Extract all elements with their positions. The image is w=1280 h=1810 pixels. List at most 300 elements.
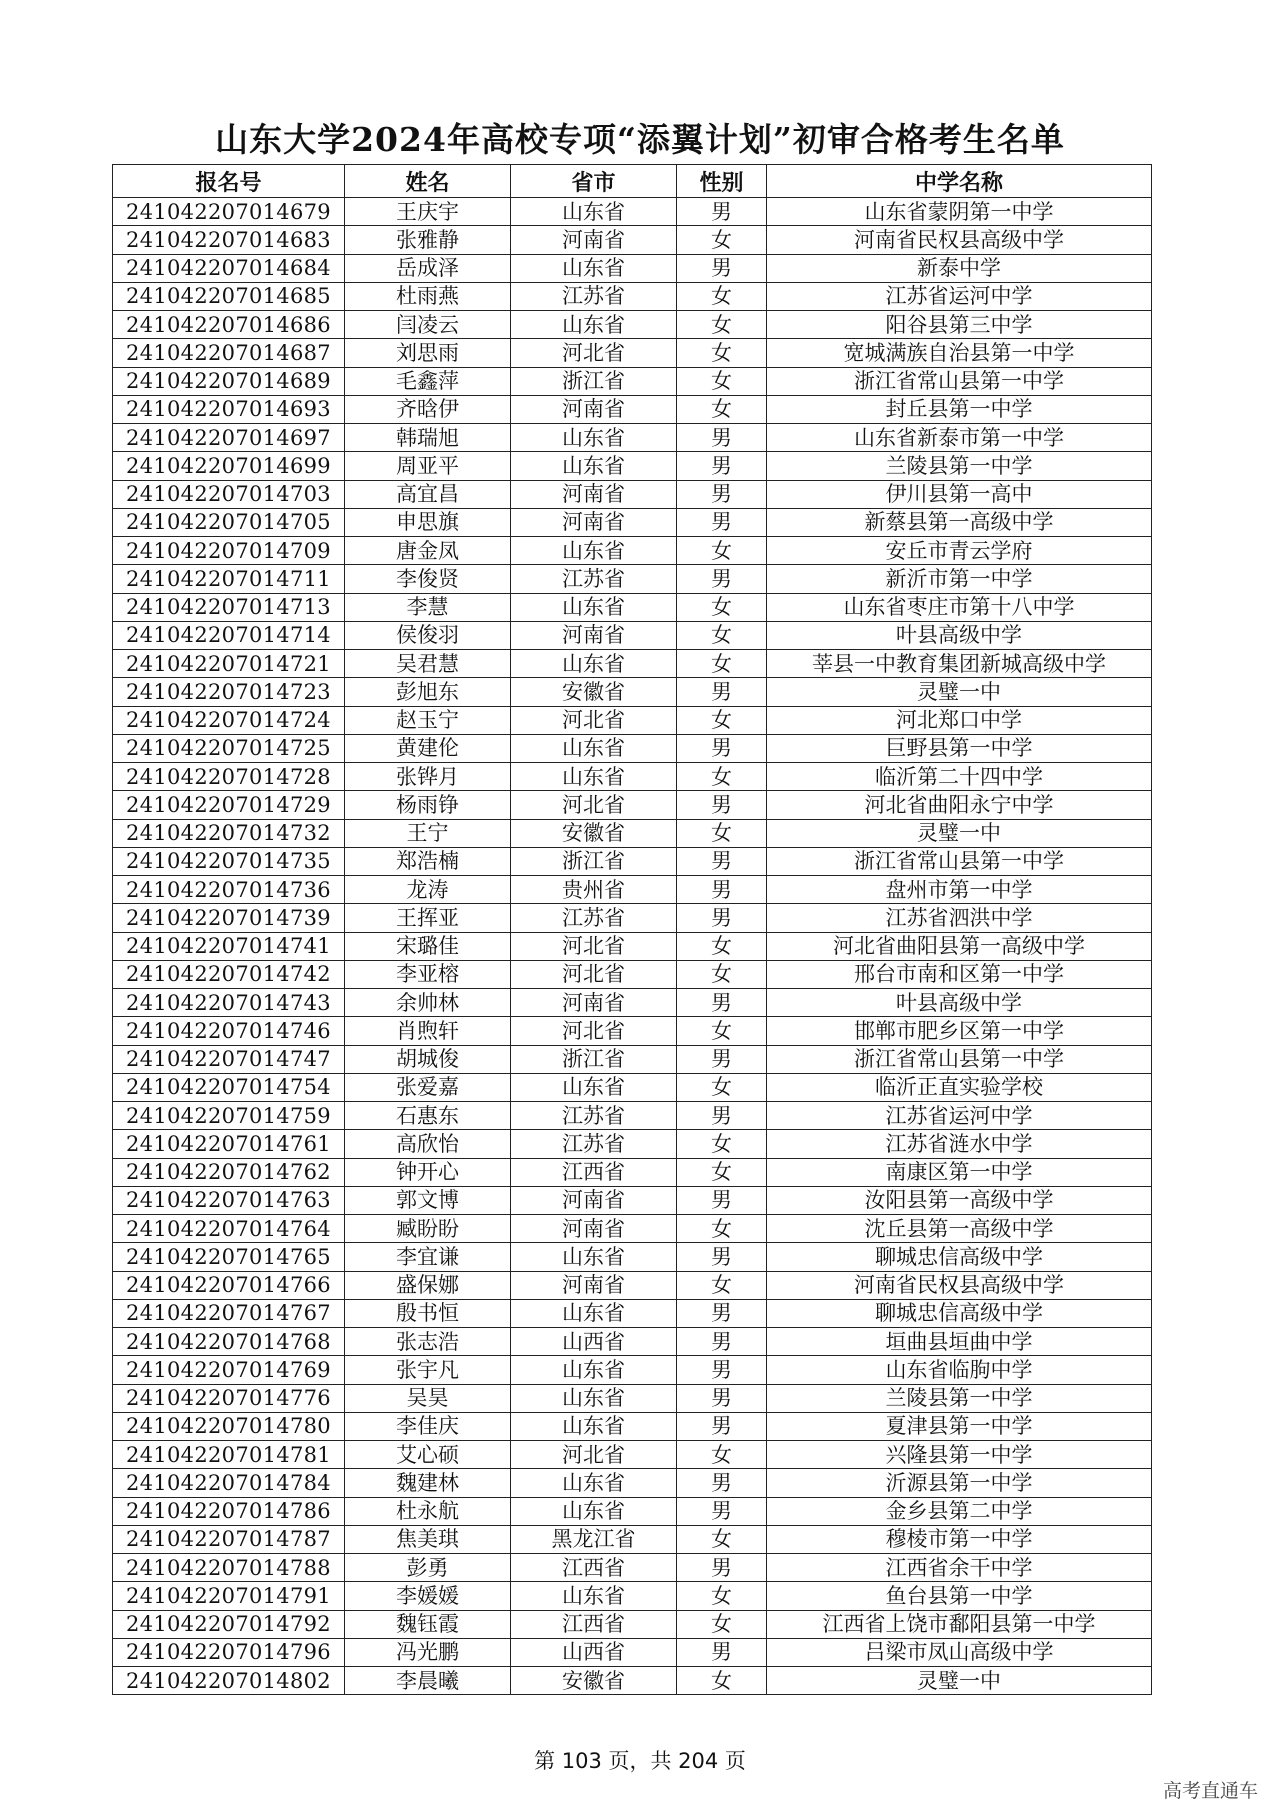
registration-id-cell: 241042207014741 [113,932,345,960]
table-row [113,1158,1152,1186]
school-cell: 河南省民权县高级中学 [767,1271,1152,1299]
gender-cell: 男 [677,847,767,875]
registration-id-cell: 241042207014761 [113,1130,345,1158]
name-cell: 唐金凤 [345,537,511,565]
province-cell: 河南省 [511,395,677,423]
school-cell: 夏津县第一中学 [767,1412,1152,1440]
school-cell: 灵璧一中 [767,819,1152,847]
registration-id-cell: 241042207014725 [113,734,345,762]
province-cell: 山东省 [511,1412,677,1440]
table-row [113,1271,1152,1299]
school-cell: 临沂正直实验学校 [767,1073,1152,1101]
name-cell: 李宜谦 [345,1243,511,1271]
school-cell: 巨野县第一中学 [767,734,1152,762]
province-cell: 山东省 [511,1582,677,1610]
province-cell: 浙江省 [511,847,677,875]
province-cell: 贵州省 [511,876,677,904]
registration-id-cell: 241042207014788 [113,1554,345,1582]
header-province: 省市 [511,165,677,198]
table-row [113,932,1152,960]
name-cell: 毛鑫萍 [345,367,511,395]
name-cell: 彭旭东 [345,678,511,706]
province-cell: 河北省 [511,960,677,988]
header-registration-id: 报名号 [113,165,345,198]
name-cell: 李晨曦 [345,1667,511,1695]
name-cell: 吴君慧 [345,650,511,678]
province-cell: 江苏省 [511,565,677,593]
school-cell: 山东省新泰市第一中学 [767,424,1152,452]
province-cell: 浙江省 [511,367,677,395]
registration-id-cell: 241042207014754 [113,1073,345,1101]
school-cell: 江西省余干中学 [767,1554,1152,1582]
name-cell: 郭文博 [345,1186,511,1214]
name-cell: 石惠东 [345,1102,511,1130]
province-cell: 安徽省 [511,819,677,847]
table-row [113,395,1152,423]
province-cell: 山东省 [511,1243,677,1271]
table-row [113,1045,1152,1073]
name-cell: 韩瑞旭 [345,424,511,452]
gender-cell: 女 [677,1130,767,1158]
table-row [113,254,1152,282]
registration-id-cell: 241042207014728 [113,763,345,791]
gender-cell: 男 [677,452,767,480]
province-cell: 山东省 [511,311,677,339]
gender-cell: 女 [677,960,767,988]
name-cell: 魏钰霞 [345,1610,511,1638]
province-cell: 河南省 [511,508,677,536]
table-row [113,819,1152,847]
gender-cell: 男 [677,904,767,932]
table-row [113,424,1152,452]
gender-cell: 男 [677,876,767,904]
gender-cell: 女 [677,706,767,734]
table-row [113,1073,1152,1101]
school-cell: 封丘县第一中学 [767,395,1152,423]
registration-id-cell: 241042207014697 [113,424,345,452]
name-cell: 王宁 [345,819,511,847]
school-cell: 垣曲县垣曲中学 [767,1328,1152,1356]
gender-cell: 女 [677,339,767,367]
name-cell: 张爱嘉 [345,1073,511,1101]
name-cell: 肖煦轩 [345,1017,511,1045]
table-row [113,1525,1152,1553]
table-row [113,339,1152,367]
name-cell: 张宇凡 [345,1356,511,1384]
name-cell: 李亚榕 [345,960,511,988]
gender-cell: 男 [677,734,767,762]
table-row [113,593,1152,621]
school-cell: 莘县一中教育集团新城高级中学 [767,650,1152,678]
registration-id-cell: 241042207014747 [113,1045,345,1073]
province-cell: 江苏省 [511,1130,677,1158]
registration-id-cell: 241042207014762 [113,1158,345,1186]
school-cell: 兰陵县第一中学 [767,1384,1152,1412]
school-cell: 沂源县第一中学 [767,1469,1152,1497]
table-row [113,198,1152,226]
name-cell: 高欣怡 [345,1130,511,1158]
school-cell: 江苏省运河中学 [767,282,1152,310]
registration-id-cell: 241042207014792 [113,1610,345,1638]
province-cell: 江西省 [511,1554,677,1582]
gender-cell: 女 [677,1073,767,1101]
gender-cell: 男 [677,508,767,536]
gender-cell: 男 [677,1638,767,1666]
province-cell: 山东省 [511,650,677,678]
school-cell: 阳谷县第三中学 [767,311,1152,339]
gender-cell: 女 [677,1525,767,1553]
school-cell: 新沂市第一中学 [767,565,1152,593]
province-cell: 山东省 [511,1497,677,1525]
table-row [113,1186,1152,1214]
registration-id-cell: 241042207014711 [113,565,345,593]
province-cell: 江苏省 [511,282,677,310]
school-cell: 江苏省运河中学 [767,1102,1152,1130]
school-cell: 兰陵县第一中学 [767,452,1152,480]
school-cell: 吕梁市凤山高级中学 [767,1638,1152,1666]
gender-cell: 女 [677,282,767,310]
province-cell: 山东省 [511,424,677,452]
school-cell: 叶县高级中学 [767,989,1152,1017]
registration-id-cell: 241042207014693 [113,395,345,423]
gender-cell: 女 [677,1441,767,1469]
province-cell: 山东省 [511,452,677,480]
name-cell: 张铧月 [345,763,511,791]
registration-id-cell: 241042207014764 [113,1215,345,1243]
school-cell: 山东省临朐中学 [767,1356,1152,1384]
gender-cell: 女 [677,1158,767,1186]
table-row [113,565,1152,593]
school-cell: 灵璧一中 [767,1667,1152,1695]
name-cell: 焦美琪 [345,1525,511,1553]
gender-cell: 男 [677,1356,767,1384]
gender-cell: 男 [677,1045,767,1073]
registration-id-cell: 241042207014768 [113,1328,345,1356]
school-cell: 伊川县第一高中 [767,480,1152,508]
school-cell: 江苏省泗洪中学 [767,904,1152,932]
table-row [113,1356,1152,1384]
province-cell: 浙江省 [511,1045,677,1073]
gender-cell: 男 [677,1102,767,1130]
registration-id-cell: 241042207014687 [113,339,345,367]
school-cell: 新泰中学 [767,254,1152,282]
school-cell: 临沂第二十四中学 [767,763,1152,791]
gender-cell: 女 [677,650,767,678]
name-cell: 赵玉宁 [345,706,511,734]
province-cell: 江苏省 [511,1102,677,1130]
registration-id-cell: 241042207014736 [113,876,345,904]
table-row [113,1554,1152,1582]
page-title: 山东大学2024年高校专项“添翼计划”初审合格考生名单 [215,120,1065,159]
registration-id-cell: 241042207014703 [113,480,345,508]
table-row [113,1469,1152,1497]
gender-cell: 女 [677,1017,767,1045]
school-cell: 兴隆县第一中学 [767,1441,1152,1469]
school-cell: 河北省曲阳永宁中学 [767,791,1152,819]
header-gender: 性别 [677,165,767,198]
table-row [113,367,1152,395]
registration-id-cell: 241042207014769 [113,1356,345,1384]
province-cell: 江西省 [511,1610,677,1638]
name-cell: 余帅林 [345,989,511,1017]
school-cell: 邯郸市肥乡区第一中学 [767,1017,1152,1045]
gender-cell: 女 [677,395,767,423]
registration-id-cell: 241042207014732 [113,819,345,847]
province-cell: 河北省 [511,1441,677,1469]
name-cell: 吴昊 [345,1384,511,1412]
school-cell: 盘州市第一中学 [767,876,1152,904]
table-row [113,960,1152,988]
name-cell: 盛保娜 [345,1271,511,1299]
registration-id-cell: 241042207014683 [113,226,345,254]
province-cell: 黑龙江省 [511,1525,677,1553]
table-row [113,791,1152,819]
registration-id-cell: 241042207014766 [113,1271,345,1299]
school-cell: 南康区第一中学 [767,1158,1152,1186]
name-cell: 冯光鹏 [345,1638,511,1666]
name-cell: 艾心硕 [345,1441,511,1469]
name-cell: 岳成泽 [345,254,511,282]
name-cell: 李俊贤 [345,565,511,593]
gender-cell: 男 [677,424,767,452]
table-row [113,1610,1152,1638]
school-cell: 邢台市南和区第一中学 [767,960,1152,988]
registration-id-cell: 241042207014729 [113,791,345,819]
province-cell: 山东省 [511,593,677,621]
gender-cell: 男 [677,1554,767,1582]
table-row [113,1215,1152,1243]
name-cell: 齐晗伊 [345,395,511,423]
province-cell: 山东省 [511,537,677,565]
gender-cell: 女 [677,1610,767,1638]
name-cell: 张雅静 [345,226,511,254]
name-cell: 郑浩楠 [345,847,511,875]
school-cell: 聊城忠信高级中学 [767,1243,1152,1271]
registration-id-cell: 241042207014684 [113,254,345,282]
gender-cell: 女 [677,621,767,649]
table-row [113,1497,1152,1525]
page-number: 第 103 页，共 204 页 [534,1749,746,1773]
name-cell: 李慧 [345,593,511,621]
school-cell: 新蔡县第一高级中学 [767,508,1152,536]
province-cell: 山东省 [511,1073,677,1101]
gender-cell: 男 [677,1497,767,1525]
gender-cell: 男 [677,1186,767,1214]
gender-cell: 女 [677,1667,767,1695]
table-row [113,226,1152,254]
name-cell: 胡城俊 [345,1045,511,1073]
registration-id-cell: 241042207014786 [113,1497,345,1525]
gender-cell: 女 [677,311,767,339]
name-cell: 殷书恒 [345,1299,511,1327]
table-row [113,1328,1152,1356]
province-cell: 山东省 [511,1384,677,1412]
table-row [113,1384,1152,1412]
name-cell: 王庆宇 [345,198,511,226]
registration-id-cell: 241042207014743 [113,989,345,1017]
name-cell: 臧盼盼 [345,1215,511,1243]
gender-cell: 女 [677,593,767,621]
registration-id-cell: 241042207014765 [113,1243,345,1271]
name-cell: 黄建伦 [345,734,511,762]
name-cell: 魏建林 [345,1469,511,1497]
gender-cell: 男 [677,989,767,1017]
province-cell: 山西省 [511,1328,677,1356]
registration-id-cell: 241042207014796 [113,1638,345,1666]
school-cell: 山东省蒙阴第一中学 [767,198,1152,226]
school-cell: 河北郑口中学 [767,706,1152,734]
name-cell: 李佳庆 [345,1412,511,1440]
registration-id-cell: 241042207014787 [113,1525,345,1553]
gender-cell: 女 [677,1271,767,1299]
registration-id-cell: 241042207014767 [113,1299,345,1327]
registration-id-cell: 241042207014791 [113,1582,345,1610]
table-body [113,198,1152,1695]
province-cell: 山西省 [511,1638,677,1666]
table-row [113,311,1152,339]
gender-cell: 女 [677,1582,767,1610]
province-cell: 河北省 [511,791,677,819]
table-row [113,452,1152,480]
province-cell: 山东省 [511,734,677,762]
province-cell: 河北省 [511,932,677,960]
table-row [113,876,1152,904]
registration-id-cell: 241042207014679 [113,198,345,226]
registration-id-cell: 241042207014713 [113,593,345,621]
school-cell: 江苏省涟水中学 [767,1130,1152,1158]
school-cell: 汝阳县第一高级中学 [767,1186,1152,1214]
gender-cell: 男 [677,1299,767,1327]
table-row [113,650,1152,678]
name-cell: 高宜昌 [345,480,511,508]
school-cell: 浙江省常山县第一中学 [767,1045,1152,1073]
table-row [113,847,1152,875]
province-cell: 河北省 [511,339,677,367]
province-cell: 河南省 [511,1215,677,1243]
gender-cell: 男 [677,198,767,226]
registration-id-cell: 241042207014685 [113,282,345,310]
registration-id-cell: 241042207014776 [113,1384,345,1412]
province-cell: 山东省 [511,1299,677,1327]
name-cell: 刘思雨 [345,339,511,367]
province-cell: 河南省 [511,480,677,508]
province-cell: 河南省 [511,226,677,254]
name-cell: 龙涛 [345,876,511,904]
table-header-row [113,165,1152,198]
province-cell: 河南省 [511,989,677,1017]
table-row [113,1017,1152,1045]
school-cell: 宽城满族自治县第一中学 [767,339,1152,367]
registration-id-cell: 241042207014780 [113,1412,345,1440]
table-row [113,621,1152,649]
table-row [113,508,1152,536]
school-cell: 叶县高级中学 [767,621,1152,649]
school-cell: 聊城忠信高级中学 [767,1299,1152,1327]
table-row [113,734,1152,762]
province-cell: 山东省 [511,763,677,791]
gender-cell: 男 [677,678,767,706]
table-row [113,1299,1152,1327]
table-row [113,678,1152,706]
province-cell: 安徽省 [511,1667,677,1695]
watermark: 高考直通车 [1162,1780,1258,1802]
gender-cell: 女 [677,932,767,960]
table-row [113,480,1152,508]
school-cell: 沈丘县第一高级中学 [767,1215,1152,1243]
gender-cell: 女 [677,763,767,791]
gender-cell: 女 [677,819,767,847]
name-cell: 闫凌云 [345,311,511,339]
name-cell: 杜永航 [345,1497,511,1525]
gender-cell: 女 [677,1215,767,1243]
gender-cell: 男 [677,254,767,282]
header-name: 姓名 [345,165,511,198]
registration-id-cell: 241042207014746 [113,1017,345,1045]
province-cell: 山东省 [511,1469,677,1497]
province-cell: 河南省 [511,1186,677,1214]
name-cell: 侯俊羽 [345,621,511,649]
gender-cell: 女 [677,367,767,395]
table-row [113,1582,1152,1610]
registration-id-cell: 241042207014742 [113,960,345,988]
name-cell: 王挥亚 [345,904,511,932]
registration-id-cell: 241042207014759 [113,1102,345,1130]
name-cell: 钟开心 [345,1158,511,1186]
province-cell: 河南省 [511,621,677,649]
province-cell: 山东省 [511,1356,677,1384]
school-cell: 浙江省常山县第一中学 [767,847,1152,875]
header-school: 中学名称 [767,165,1152,198]
registration-id-cell: 241042207014699 [113,452,345,480]
school-cell: 金乡县第二中学 [767,1497,1152,1525]
school-cell: 灵璧一中 [767,678,1152,706]
table-row [113,1638,1152,1666]
table-row [113,763,1152,791]
registration-id-cell: 241042207014781 [113,1441,345,1469]
gender-cell: 男 [677,565,767,593]
gender-cell: 男 [677,480,767,508]
gender-cell: 男 [677,1469,767,1497]
province-cell: 江西省 [511,1158,677,1186]
registration-id-cell: 241042207014763 [113,1186,345,1214]
candidate-table [112,164,1152,1695]
school-cell: 穆棱市第一中学 [767,1525,1152,1553]
school-cell: 安丘市青云学府 [767,537,1152,565]
province-cell: 安徽省 [511,678,677,706]
table-row [113,904,1152,932]
name-cell: 彭勇 [345,1554,511,1582]
school-cell: 江西省上饶市鄱阳县第一中学 [767,1610,1152,1638]
registration-id-cell: 241042207014709 [113,537,345,565]
registration-id-cell: 241042207014714 [113,621,345,649]
registration-id-cell: 241042207014739 [113,904,345,932]
table-row [113,1130,1152,1158]
province-cell: 河北省 [511,1017,677,1045]
table-row [113,537,1152,565]
registration-id-cell: 241042207014705 [113,508,345,536]
table-row [113,1667,1152,1695]
gender-cell: 男 [677,1243,767,1271]
name-cell: 宋璐佳 [345,932,511,960]
table-row [113,1243,1152,1271]
registration-id-cell: 241042207014686 [113,311,345,339]
table-row [113,989,1152,1017]
registration-id-cell: 241042207014689 [113,367,345,395]
name-cell: 李媛媛 [345,1582,511,1610]
name-cell: 杨雨铮 [345,791,511,819]
registration-id-cell: 241042207014784 [113,1469,345,1497]
gender-cell: 女 [677,537,767,565]
